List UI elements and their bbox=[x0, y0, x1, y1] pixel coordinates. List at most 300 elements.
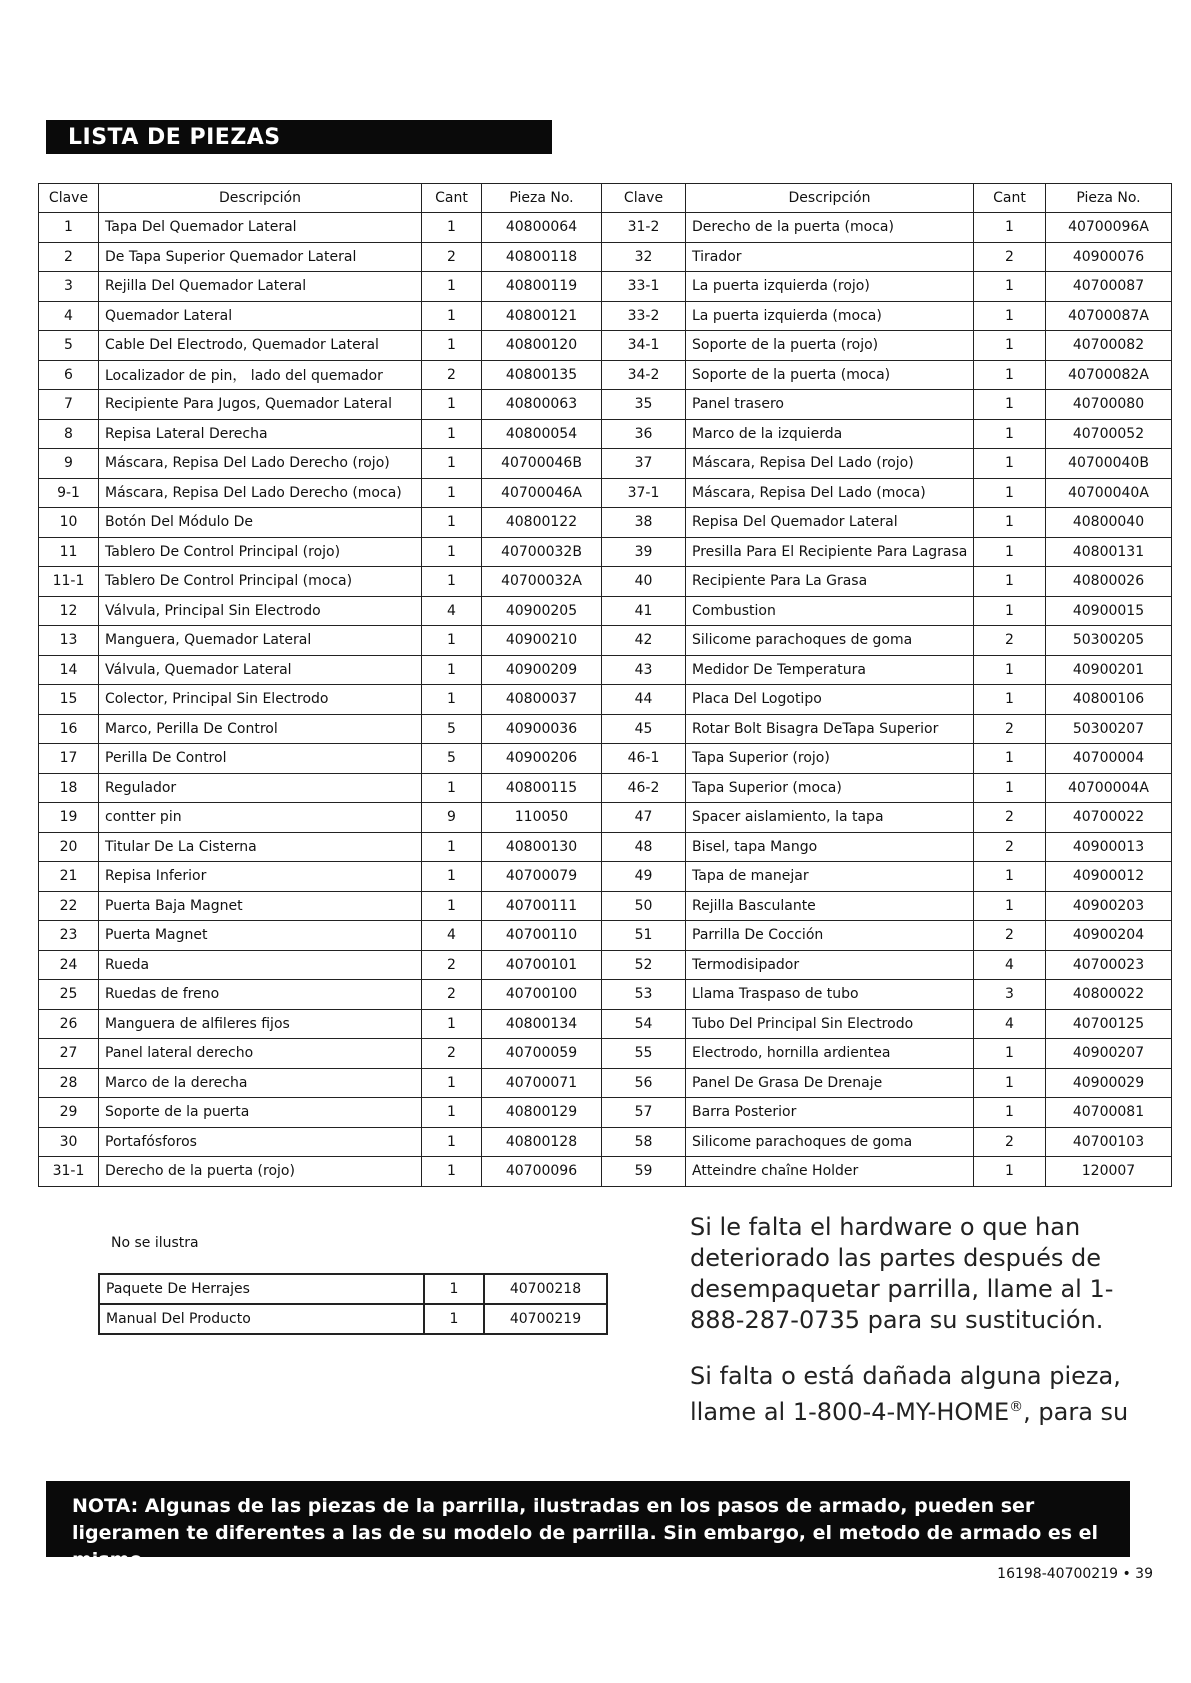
cell-clave: 7 bbox=[39, 390, 99, 420]
cell-clave: 39 bbox=[602, 537, 686, 567]
header-clave: Clave bbox=[39, 184, 99, 213]
cell-cant: 2 bbox=[422, 242, 482, 272]
cell-clave: 54 bbox=[602, 1009, 686, 1039]
cell-pieza-no: 40800129 bbox=[482, 1098, 602, 1128]
header-pieza-no: Pieza No. bbox=[482, 184, 602, 213]
cell-pieza-no: 40700079 bbox=[482, 862, 602, 892]
cell-cant: 1 bbox=[422, 478, 482, 508]
cell-descripcion: Recipiente Para La Grasa bbox=[686, 567, 974, 597]
cell-pieza-no: 40900201 bbox=[1046, 655, 1172, 685]
header-descripcion: Descripción bbox=[686, 184, 974, 213]
cell-pieza-no: 40800121 bbox=[482, 301, 602, 331]
cell-cant: 1 bbox=[422, 537, 482, 567]
extra-parts-table bbox=[98, 1273, 608, 1335]
cell-descripcion: Rejilla Basculante bbox=[686, 891, 974, 921]
cell-descripcion: Tapa Del Quemador Lateral bbox=[99, 213, 422, 243]
cell-pieza-no: 40900204 bbox=[1046, 921, 1172, 951]
cell-pieza-no: 40700100 bbox=[482, 980, 602, 1010]
cell-cant: 1 bbox=[422, 419, 482, 449]
cell-pieza-no: 40800122 bbox=[482, 508, 602, 538]
cell-cant: 1 bbox=[974, 567, 1046, 597]
cell-pieza-no: 40800115 bbox=[482, 773, 602, 803]
cell-pieza-no: 40800054 bbox=[482, 419, 602, 449]
cell-clave: 12 bbox=[39, 596, 99, 626]
cell-cant: 1 bbox=[422, 862, 482, 892]
cell-pieza-no: 50300207 bbox=[1046, 714, 1172, 744]
table-row bbox=[39, 1009, 1172, 1039]
cell-clave: 56 bbox=[602, 1068, 686, 1098]
cell-cant: 2 bbox=[422, 950, 482, 980]
cell-pieza-no: 40800130 bbox=[482, 832, 602, 862]
cell-pieza-no: 40900036 bbox=[482, 714, 602, 744]
cell-descripcion: Panel trasero bbox=[686, 390, 974, 420]
cell-cant: 1 bbox=[974, 1068, 1046, 1098]
cell-pieza-no: 40800119 bbox=[482, 272, 602, 302]
cell-descripcion: Tablero De Control Principal (rojo) bbox=[99, 537, 422, 567]
cell-descripcion: Bisel, tapa Mango bbox=[686, 832, 974, 862]
cell-clave: 43 bbox=[602, 655, 686, 685]
cell-cant: 5 bbox=[422, 714, 482, 744]
cell-pieza-no: 40700096A bbox=[1046, 213, 1172, 243]
cell-descripcion: Soporte de la puerta (rojo) bbox=[686, 331, 974, 361]
cell-clave: 14 bbox=[39, 655, 99, 685]
cell-descripcion: Quemador Lateral bbox=[99, 301, 422, 331]
table-row bbox=[39, 419, 1172, 449]
cell-clave: 44 bbox=[602, 685, 686, 715]
cell-pieza-no: 40700046B bbox=[482, 449, 602, 479]
cell-cant: 3 bbox=[974, 980, 1046, 1010]
cell-pieza-no: 40700111 bbox=[482, 891, 602, 921]
cell-descripcion: Perilla De Control bbox=[99, 744, 422, 774]
header-clave: Clave bbox=[602, 184, 686, 213]
cell-pieza-no: 40700125 bbox=[1046, 1009, 1172, 1039]
extra-cell-descripcion: Paquete De Herrajes bbox=[99, 1274, 424, 1304]
registered-mark: ® bbox=[1009, 1399, 1024, 1415]
table-row bbox=[39, 508, 1172, 538]
cell-descripcion: Marco de la izquierda bbox=[686, 419, 974, 449]
table-row bbox=[39, 1157, 1172, 1187]
cell-pieza-no: 40800063 bbox=[482, 390, 602, 420]
table-row bbox=[39, 685, 1172, 715]
table-row bbox=[39, 596, 1172, 626]
cell-cant: 1 bbox=[974, 272, 1046, 302]
extra-row bbox=[99, 1274, 607, 1304]
cell-clave: 20 bbox=[39, 832, 99, 862]
extra-cell-cant: 1 bbox=[424, 1304, 484, 1334]
cell-cant: 1 bbox=[974, 449, 1046, 479]
cell-cant: 1 bbox=[974, 744, 1046, 774]
cell-pieza-no: 40900013 bbox=[1046, 832, 1172, 862]
cell-pieza-no: 40800026 bbox=[1046, 567, 1172, 597]
cell-pieza-no: 40900029 bbox=[1046, 1068, 1172, 1098]
cell-descripcion: Botón Del Módulo De bbox=[99, 508, 422, 538]
cell-clave: 42 bbox=[602, 626, 686, 656]
cell-pieza-no: 40900012 bbox=[1046, 862, 1172, 892]
cell-descripcion: Silicome parachoques de goma bbox=[686, 1127, 974, 1157]
cell-cant: 1 bbox=[974, 1157, 1046, 1187]
table-row bbox=[39, 242, 1172, 272]
table-row bbox=[39, 921, 1172, 951]
cell-cant: 1 bbox=[974, 1039, 1046, 1069]
note-paragraph-hardware: Si le falta el hardware o que han deteriorado las partes después de desempaquetar parrilla, llame al 1-888-287-0735 para su sustitución. bbox=[690, 1213, 1114, 1334]
cell-cant: 2 bbox=[422, 980, 482, 1010]
cell-descripcion: Repisa Del Quemador Lateral bbox=[686, 508, 974, 538]
cell-pieza-no: 40800135 bbox=[482, 360, 602, 390]
cell-clave: 34-1 bbox=[602, 331, 686, 361]
cell-pieza-no: 40700096 bbox=[482, 1157, 602, 1187]
cell-cant: 4 bbox=[422, 596, 482, 626]
cell-cant: 1 bbox=[422, 773, 482, 803]
cell-cant: 1 bbox=[422, 626, 482, 656]
cell-cant: 1 bbox=[422, 891, 482, 921]
cell-clave: 41 bbox=[602, 596, 686, 626]
table-row bbox=[39, 478, 1172, 508]
cell-clave: 59 bbox=[602, 1157, 686, 1187]
cell-descripcion: Presilla Para El Recipiente Para Lagrasa bbox=[686, 537, 974, 567]
cell-clave: 46-1 bbox=[602, 744, 686, 774]
cell-clave: 26 bbox=[39, 1009, 99, 1039]
cell-cant: 1 bbox=[974, 773, 1046, 803]
extra-row bbox=[99, 1304, 607, 1334]
cell-cant: 1 bbox=[422, 301, 482, 331]
cell-cant: 1 bbox=[974, 301, 1046, 331]
cell-clave: 27 bbox=[39, 1039, 99, 1069]
cell-pieza-no: 40700040B bbox=[1046, 449, 1172, 479]
cell-cant: 1 bbox=[974, 596, 1046, 626]
cell-clave: 9 bbox=[39, 449, 99, 479]
cell-descripcion: Termodisipador bbox=[686, 950, 974, 980]
table-row bbox=[39, 832, 1172, 862]
cell-descripcion: Manguera de alfileres fijos bbox=[99, 1009, 422, 1039]
cell-pieza-no: 40700004A bbox=[1046, 773, 1172, 803]
cell-descripcion: Marco, Perilla De Control bbox=[99, 714, 422, 744]
cell-descripcion: Repisa Inferior bbox=[99, 862, 422, 892]
cell-descripcion: Atteindre chaîne Holder bbox=[686, 1157, 974, 1187]
cell-pieza-no: 40900210 bbox=[482, 626, 602, 656]
cell-clave: 25 bbox=[39, 980, 99, 1010]
cell-cant: 1 bbox=[974, 331, 1046, 361]
cell-descripcion: Medidor De Temperatura bbox=[686, 655, 974, 685]
table-row bbox=[39, 272, 1172, 302]
cell-clave: 38 bbox=[602, 508, 686, 538]
table-row bbox=[39, 1068, 1172, 1098]
cell-cant: 2 bbox=[422, 360, 482, 390]
cell-clave: 11 bbox=[39, 537, 99, 567]
cell-descripcion: Tapa de manejar bbox=[686, 862, 974, 892]
cell-clave: 23 bbox=[39, 921, 99, 951]
cell-descripcion: Soporte de la puerta (moca) bbox=[686, 360, 974, 390]
cell-pieza-no: 40700071 bbox=[482, 1068, 602, 1098]
cell-clave: 8 bbox=[39, 419, 99, 449]
cell-clave: 22 bbox=[39, 891, 99, 921]
cell-clave: 57 bbox=[602, 1098, 686, 1128]
cell-descripcion: Máscara, Repisa Del Lado Derecho (moca) bbox=[99, 478, 422, 508]
cell-pieza-no: 40700087A bbox=[1046, 301, 1172, 331]
cell-cant: 1 bbox=[422, 1127, 482, 1157]
cell-descripcion: Tirador bbox=[686, 242, 974, 272]
cell-clave: 35 bbox=[602, 390, 686, 420]
cell-clave: 24 bbox=[39, 950, 99, 980]
cell-clave: 3 bbox=[39, 272, 99, 302]
extra-cell-cant: 1 bbox=[424, 1274, 484, 1304]
cell-cant: 1 bbox=[422, 331, 482, 361]
cell-cant: 1 bbox=[422, 567, 482, 597]
cell-pieza-no: 40700040A bbox=[1046, 478, 1172, 508]
cell-descripcion: Portafósforos bbox=[99, 1127, 422, 1157]
cell-pieza-no: 40800120 bbox=[482, 331, 602, 361]
table-row bbox=[39, 803, 1172, 833]
cell-descripcion: Panel lateral derecho bbox=[99, 1039, 422, 1069]
cell-clave: 46-2 bbox=[602, 773, 686, 803]
cell-descripcion: Puerta Baja Magnet bbox=[99, 891, 422, 921]
missing-parts-note bbox=[690, 1212, 1160, 1453]
cell-pieza-no: 40700101 bbox=[482, 950, 602, 980]
cell-cant: 2 bbox=[422, 1039, 482, 1069]
extra-cell-descripcion: Manual Del Producto bbox=[99, 1304, 424, 1334]
table-row bbox=[39, 301, 1172, 331]
cell-clave: 5 bbox=[39, 331, 99, 361]
cell-cant: 1 bbox=[422, 1157, 482, 1187]
cell-clave: 16 bbox=[39, 714, 99, 744]
cell-descripcion: contter pin bbox=[99, 803, 422, 833]
header-cant: Cant bbox=[422, 184, 482, 213]
table-row bbox=[39, 655, 1172, 685]
cell-descripcion: Tapa Superior (rojo) bbox=[686, 744, 974, 774]
cell-descripcion: Manguera, Quemador Lateral bbox=[99, 626, 422, 656]
cell-clave: 53 bbox=[602, 980, 686, 1010]
cell-cant: 1 bbox=[974, 390, 1046, 420]
cell-descripcion: Repisa Lateral Derecha bbox=[99, 419, 422, 449]
cell-clave: 32 bbox=[602, 242, 686, 272]
cell-pieza-no: 40700082A bbox=[1046, 360, 1172, 390]
cell-descripcion: Máscara, Repisa Del Lado (moca) bbox=[686, 478, 974, 508]
table-row bbox=[39, 1127, 1172, 1157]
cell-cant: 1 bbox=[974, 655, 1046, 685]
cell-pieza-no: 40800022 bbox=[1046, 980, 1172, 1010]
cell-cant: 1 bbox=[974, 1098, 1046, 1128]
cell-cant: 2 bbox=[974, 626, 1046, 656]
cell-pieza-no: 40800037 bbox=[482, 685, 602, 715]
cell-pieza-no: 40800118 bbox=[482, 242, 602, 272]
cell-pieza-no: 40700081 bbox=[1046, 1098, 1172, 1128]
cell-cant: 4 bbox=[422, 921, 482, 951]
table-row bbox=[39, 390, 1172, 420]
table-row bbox=[39, 950, 1172, 980]
extra-cell-pieza-no: 40700219 bbox=[484, 1304, 607, 1334]
cell-clave: 29 bbox=[39, 1098, 99, 1128]
cell-cant: 9 bbox=[422, 803, 482, 833]
cell-descripcion: Spacer aislamiento, la tapa bbox=[686, 803, 974, 833]
cell-pieza-no: 40700032A bbox=[482, 567, 602, 597]
cell-pieza-no: 40900015 bbox=[1046, 596, 1172, 626]
cell-clave: 36 bbox=[602, 419, 686, 449]
cell-descripcion: Válvula, Quemador Lateral bbox=[99, 655, 422, 685]
cell-clave: 19 bbox=[39, 803, 99, 833]
nota-banner bbox=[46, 1481, 1130, 1571]
cell-cant: 5 bbox=[422, 744, 482, 774]
cell-pieza-no: 40700059 bbox=[482, 1039, 602, 1069]
cell-pieza-no: 40700082 bbox=[1046, 331, 1172, 361]
table-row bbox=[39, 773, 1172, 803]
cell-pieza-no: 40800134 bbox=[482, 1009, 602, 1039]
extra-cell-pieza-no: 40700218 bbox=[484, 1274, 607, 1304]
cell-clave: 6 bbox=[39, 360, 99, 390]
cell-cant: 1 bbox=[422, 213, 482, 243]
table-row bbox=[39, 537, 1172, 567]
header-descripcion: Descripción bbox=[99, 184, 422, 213]
cell-clave: 52 bbox=[602, 950, 686, 980]
page-footer: 16198-40700219 • 39 bbox=[997, 1566, 1153, 1582]
table-row bbox=[39, 891, 1172, 921]
cell-clave: 28 bbox=[39, 1068, 99, 1098]
cell-pieza-no: 40700103 bbox=[1046, 1127, 1172, 1157]
table-row bbox=[39, 331, 1172, 361]
cell-descripcion: Parrilla De Cocción bbox=[686, 921, 974, 951]
cell-clave: 48 bbox=[602, 832, 686, 862]
header-pieza-no: Pieza No. bbox=[1046, 184, 1172, 213]
cell-clave: 11-1 bbox=[39, 567, 99, 597]
cell-pieza-no: 40800064 bbox=[482, 213, 602, 243]
cell-pieza-no: 40700022 bbox=[1046, 803, 1172, 833]
table-row bbox=[39, 449, 1172, 479]
cell-descripcion: De Tapa Superior Quemador Lateral bbox=[99, 242, 422, 272]
cell-clave: 10 bbox=[39, 508, 99, 538]
cell-clave: 50 bbox=[602, 891, 686, 921]
cell-cant: 4 bbox=[974, 1009, 1046, 1039]
cell-cant: 2 bbox=[974, 714, 1046, 744]
cell-descripcion: Máscara, Repisa Del Lado (rojo) bbox=[686, 449, 974, 479]
cell-descripcion: Colector, Principal Sin Electrodo bbox=[99, 685, 422, 715]
cell-cant: 1 bbox=[974, 419, 1046, 449]
cell-descripcion: Silicome parachoques de goma bbox=[686, 626, 974, 656]
cell-clave: 58 bbox=[602, 1127, 686, 1157]
cell-descripcion: Puerta Magnet bbox=[99, 921, 422, 951]
cell-descripcion: Marco de la derecha bbox=[99, 1068, 422, 1098]
cell-pieza-no: 40700046A bbox=[482, 478, 602, 508]
cell-clave: 30 bbox=[39, 1127, 99, 1157]
cell-clave: 21 bbox=[39, 862, 99, 892]
cell-cant: 1 bbox=[422, 508, 482, 538]
cell-descripcion: Placa Del Logotipo bbox=[686, 685, 974, 715]
cell-descripcion: Tablero De Control Principal (moca) bbox=[99, 567, 422, 597]
table-row bbox=[39, 1039, 1172, 1069]
cell-clave: 34-2 bbox=[602, 360, 686, 390]
cell-pieza-no: 40900206 bbox=[482, 744, 602, 774]
cell-clave: 49 bbox=[602, 862, 686, 892]
cell-cant: 2 bbox=[974, 242, 1046, 272]
cell-clave: 17 bbox=[39, 744, 99, 774]
cell-pieza-no: 40700023 bbox=[1046, 950, 1172, 980]
table-row bbox=[39, 862, 1172, 892]
header-cant: Cant bbox=[974, 184, 1046, 213]
title-banner bbox=[46, 120, 552, 154]
cell-cant: 1 bbox=[422, 1009, 482, 1039]
table-row bbox=[39, 360, 1172, 390]
cell-pieza-no: 40900203 bbox=[1046, 891, 1172, 921]
cell-pieza-no: 40800128 bbox=[482, 1127, 602, 1157]
cell-descripcion: Regulador bbox=[99, 773, 422, 803]
cell-descripcion: Panel De Grasa De Drenaje bbox=[686, 1068, 974, 1098]
cell-descripcion: Titular De La Cisterna bbox=[99, 832, 422, 862]
cell-cant: 1 bbox=[974, 213, 1046, 243]
parts-table bbox=[38, 183, 1172, 1187]
cell-descripcion: Rotar Bolt Bisagra DeTapa Superior bbox=[686, 714, 974, 744]
cell-descripcion: Localizador de pin， lado del quemador bbox=[99, 360, 422, 390]
cell-cant: 2 bbox=[974, 921, 1046, 951]
cell-cant: 1 bbox=[974, 478, 1046, 508]
cell-clave: 13 bbox=[39, 626, 99, 656]
cell-descripcion: Soporte de la puerta bbox=[99, 1098, 422, 1128]
cell-descripcion: Válvula, Principal Sin Electrodo bbox=[99, 596, 422, 626]
cell-clave: 37-1 bbox=[602, 478, 686, 508]
cell-clave: 37 bbox=[602, 449, 686, 479]
cell-descripcion: Ruedas de freno bbox=[99, 980, 422, 1010]
cell-cant: 2 bbox=[974, 832, 1046, 862]
table-row bbox=[39, 980, 1172, 1010]
cell-pieza-no: 40700087 bbox=[1046, 272, 1172, 302]
cell-clave: 45 bbox=[602, 714, 686, 744]
cell-clave: 47 bbox=[602, 803, 686, 833]
cell-pieza-no: 40800131 bbox=[1046, 537, 1172, 567]
cell-cant: 4 bbox=[974, 950, 1046, 980]
cell-cant: 1 bbox=[974, 508, 1046, 538]
cell-cant: 1 bbox=[974, 685, 1046, 715]
cell-descripcion: La puerta izquierda (moca) bbox=[686, 301, 974, 331]
cell-clave: 55 bbox=[602, 1039, 686, 1069]
cell-pieza-no: 40900207 bbox=[1046, 1039, 1172, 1069]
cell-descripcion: Combustion bbox=[686, 596, 974, 626]
cell-clave: 31-2 bbox=[602, 213, 686, 243]
cell-cant: 2 bbox=[974, 803, 1046, 833]
cell-descripcion: Tapa Superior (moca) bbox=[686, 773, 974, 803]
note-paragraph-damaged-suffix: , para su bbox=[1023, 1398, 1129, 1426]
table-row bbox=[39, 744, 1172, 774]
cell-cant: 1 bbox=[974, 862, 1046, 892]
cell-cant: 1 bbox=[422, 832, 482, 862]
cell-clave: 9-1 bbox=[39, 478, 99, 508]
cell-cant: 1 bbox=[974, 537, 1046, 567]
cell-pieza-no: 40700052 bbox=[1046, 419, 1172, 449]
cell-cant: 1 bbox=[974, 891, 1046, 921]
table-row bbox=[39, 714, 1172, 744]
cell-descripcion: Llama Traspaso de tubo bbox=[686, 980, 974, 1010]
cell-pieza-no: 40700032B bbox=[482, 537, 602, 567]
cell-pieza-no: 40800040 bbox=[1046, 508, 1172, 538]
cell-cant: 1 bbox=[422, 1068, 482, 1098]
table-header-row bbox=[39, 184, 1172, 213]
cell-cant: 1 bbox=[422, 272, 482, 302]
cell-descripcion: Derecho de la puerta (rojo) bbox=[99, 1157, 422, 1187]
cell-clave: 4 bbox=[39, 301, 99, 331]
note-paragraph-damaged-text: Si falta o está dañada alguna pieza, llame al 1-800-4-MY-HOME bbox=[690, 1362, 1121, 1426]
table-row bbox=[39, 213, 1172, 243]
cell-clave: 18 bbox=[39, 773, 99, 803]
cell-descripcion: Derecho de la puerta (moca) bbox=[686, 213, 974, 243]
cell-pieza-no: 40700080 bbox=[1046, 390, 1172, 420]
cell-descripcion: La puerta izquierda (rojo) bbox=[686, 272, 974, 302]
cell-pieza-no: 120007 bbox=[1046, 1157, 1172, 1187]
nota-text: NOTA: Algunas de las piezas de la parrilla, ilustradas en los pasos de armado, pueden ser ligeramen te diferentes a las de su modelo de parrilla. Sin embargo, el metodo de armado es el mismo. bbox=[72, 1495, 1099, 1571]
cell-clave: 2 bbox=[39, 242, 99, 272]
cell-cant: 1 bbox=[422, 390, 482, 420]
cell-clave: 33-2 bbox=[602, 301, 686, 331]
cell-cant: 1 bbox=[422, 449, 482, 479]
table-row bbox=[39, 567, 1172, 597]
note-paragraph-damaged bbox=[690, 1361, 1160, 1428]
cell-clave: 33-1 bbox=[602, 272, 686, 302]
table-row bbox=[39, 626, 1172, 656]
cell-descripcion: Cable Del Electrodo, Quemador Lateral bbox=[99, 331, 422, 361]
